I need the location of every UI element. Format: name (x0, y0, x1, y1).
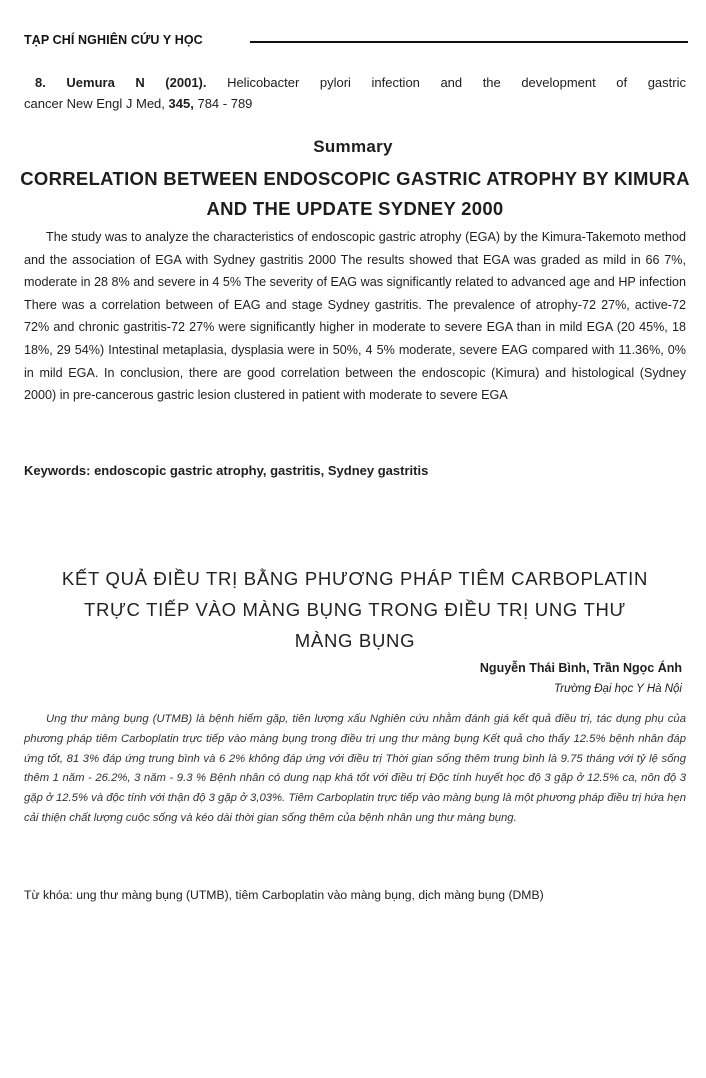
reference-volume: 345, (168, 96, 194, 111)
reference-title: Helicobacter pylori infection and the development of gastric (227, 75, 686, 90)
reference-pages: 784 - 789 (197, 96, 253, 111)
article-title-line-2: TRỰC TIẾP VÀO MÀNG BỤNG TRONG ĐIỀU TRỊ UNG THƯ (83, 599, 627, 620)
english-abstract (24, 226, 686, 407)
reference-line-2 (24, 93, 686, 114)
reference-author-year: Uemura N (2001). (66, 75, 207, 90)
reference-entry (24, 72, 686, 114)
vietnamese-abstract (24, 710, 686, 829)
english-abstract-text: The study was to analyze the characteristics of endoscopic gastric atrophy (EGA) by the Kimura-Takemoto method and the association of EGA with Sydney gastritis 2000 The results showed that EGA was graded as mild in 66 7%, moderate in 28 8% and severe in 4 5% The severity of EAG was significantly related to advanced age and HP infection There was a correlation between of EAG and stage Sydney gastritis. The prevalence of atrophy-72 27%, active-72 72% and chronic gastritis-72 27% were significantly higher in moderate to severe EGA than in mild EGA (20 45%, 18 18%, 29 54%) Intestinal metaplasia, dysplasia were in 50%, 4 5% moderate, severe EAG compared with 11.36%, 0% in mild EGA. In conclusion, there are good correlation between the endoscopic (Kimura) and histological (Sydney 2000) in pre-cancerous gastric lesion clustered in patient with moderate to severe EGA (24, 230, 686, 403)
vietnamese-abstract-text: Ung thư màng bụng (UTMB) là bệnh hiếm gặp, tiên lượng xấu Nghiên cứu nhằm đánh giá kết quả điều trị, tác dụng phụ của phương pháp tiêm Carboplatin trực tiếp vào màng bụng trong điều trị ung thư màng bụng Kết quả cho thấy 12.5% bệnh nhân đáp ứng tốt, 81 3% đáp ứng trung bình và 6 2% không đáp ứng với điều trị Thời gian sống thêm trung bình là 9.75 tháng với tỷ lệ sống thêm 1 năm - 26.2%, 3 năm - 9.3 % Bệnh nhân có dung nạp khá tốt với điều trị Độc tính huyết học độ 3 gặp ở 12.5% ca, nôn độ 3 gặp ở 12.5% và độc tính với thận độ 3 gặp ở 3,03%. Tiêm Carboplatin trực tiếp vào màng bụng là một phương pháp điều trị hứa hẹn cải thiện chất lượng cuộc sống và kéo dài thời gian sống thêm của bệnh nhân ung thư màng bụng. (24, 713, 686, 824)
header-rule (250, 41, 688, 43)
summary-heading: Summary (313, 137, 393, 156)
article-title-line-3: MÀNG BỤNG (294, 630, 416, 651)
vietnamese-keywords: Từ khóa: ung thư màng bụng (UTMB), tiêm Carboplatin vào màng bụng, dịch màng bụng (DMB) (24, 888, 544, 902)
article-authors: Nguyễn Thái Bình, Trần Ngọc Ánh (479, 661, 682, 675)
article-affiliation: Trường Đại học Y Hà Nội (553, 683, 682, 695)
english-title: CORRELATION BETWEEN ENDOSCOPIC GASTRIC ATROPHY BY KIMURA AND THE UPDATE SYDNEY 2000 (20, 168, 690, 219)
english-keywords: Keywords: endoscopic gastric atrophy, gastritis, Sydney gastritis (24, 463, 429, 478)
article-title-line-1: KẾT QUẢ ĐIỀU TRỊ BẰNG PHƯƠNG PHÁP TIÊM CARBOPLATIN (61, 568, 649, 589)
reference-journal: cancer New Engl J Med, (24, 96, 165, 111)
reference-line-1 (24, 72, 686, 93)
reference-number: 8. (35, 75, 46, 90)
running-header (24, 33, 688, 51)
journal-name: TẠP CHÍ NGHIÊN CỨU Y HỌC (24, 33, 203, 47)
article-title (20, 563, 690, 656)
